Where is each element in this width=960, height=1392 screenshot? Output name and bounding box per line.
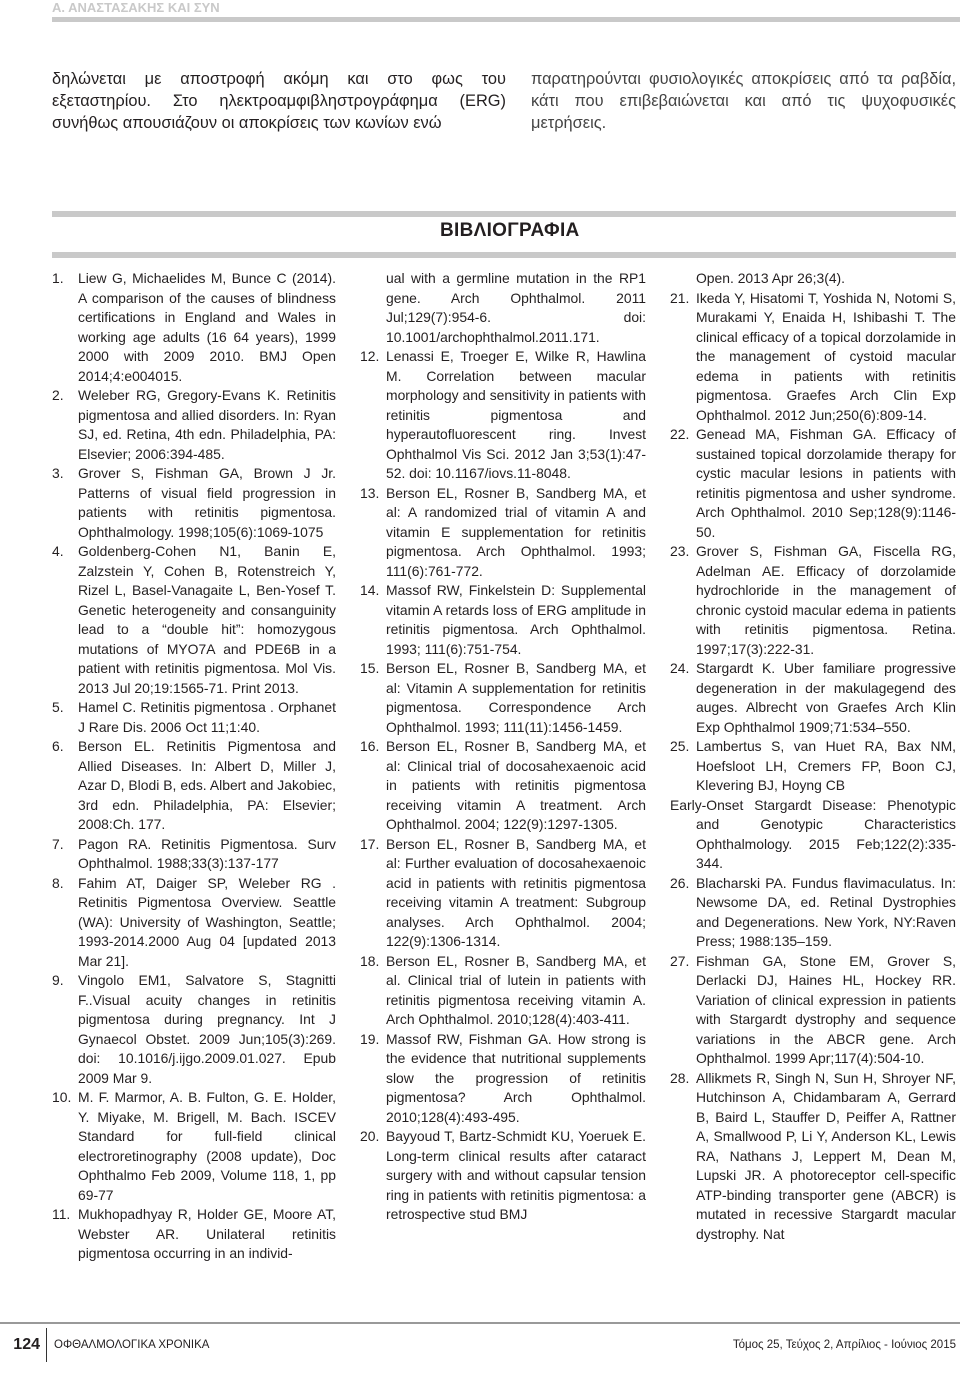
reference-item: Early-Onset Stargardt Disease: Phenotypic and Genotypic Characteristics Ophthalmology. 2015 Feb;122(2):335-344. xyxy=(670,796,956,871)
reference-number: 4. xyxy=(52,543,64,559)
reference-text: Ikeda Y, Hisatomi T, Yoshida N, Notomi S, Murakami Y, Enaida H, Ishibashi T. The clinical efficacy of a topical dorzolamide in the management of cystoid macular edema in patients with retinitis pigmentosa. Graefes Arch Clin Exp Ophthalmol. 2012 Jun;250(6):809-14. xyxy=(696,289,956,423)
reference-number: 14. xyxy=(360,582,380,598)
reference-number: 13. xyxy=(360,484,380,501)
reference-number: 6. xyxy=(52,738,64,754)
reference-number: 21. xyxy=(670,289,690,306)
reference-number: 28. xyxy=(670,1069,690,1086)
reference-item xyxy=(670,659,956,737)
reference-number: 12. xyxy=(360,348,380,364)
reference-number: 7. xyxy=(52,835,64,852)
reference-text: Open. 2013 Apr 26;3(4). xyxy=(696,270,846,286)
reference-text: Massof RW, Fishman GA. How strong is the evidence that nutritional supplements slow the progression of retinitis pigmentosa? Arch Ophthalmol. 2010;128(4):493-495. xyxy=(386,1030,646,1125)
reference-item xyxy=(360,484,646,582)
reference-item xyxy=(670,425,956,542)
reference-text: Berson EL, Rosner B, Sandberg MA, et al: Clinical trial of docosahexaenoic acid in patients with retinitis pigmentosa receiving vitamin A treatment. Arch Ophthalmol. 2004; 122(9):1297-1305. xyxy=(386,738,646,832)
reference-item xyxy=(670,952,956,1069)
reference-number: 2. xyxy=(52,387,64,403)
reference-text: Berson EL, Rosner B, Sandberg MA, et al: Further evaluation of docosahexaenoic acid in patients with retinitis pigmentosa receiving vitamin A treatment: Subgroup analyses. Arch Ophthalmol. 2004; 122(9):1306-1314. xyxy=(386,835,646,949)
reference-number: 8. xyxy=(52,874,64,891)
intro-right-column: παρατηρούνται φυσιολογικές αποκρίσεις από τα ραβδία, κάτι που επιβεβαιώνεται και από τις ψυχοφυσικές μετρήσεις. xyxy=(531,70,956,132)
reference-number: 11. xyxy=(52,1206,71,1222)
references-column-2 xyxy=(360,269,646,1225)
reference-number: 20. xyxy=(360,1128,380,1144)
reference-item xyxy=(670,874,956,952)
reference-item xyxy=(360,659,646,737)
reference-number: 10. xyxy=(52,1089,72,1105)
reference-number: 27. xyxy=(670,952,690,969)
reference-item xyxy=(670,289,956,426)
reference-number: 22. xyxy=(670,426,690,442)
intro-left-column: δηλώνεται με αποστροφή ακόμη και στο φως του εξεταστηρίου. Στο ηλεκτροαμφιβληστρογράφημα (ERG) συνήθως απουσιάζουν οι αποκρίσεις των κωνίων ενώ xyxy=(52,70,506,132)
reference-text: M. F. Marmor, A. B. Fulton, G. E. Holder, Y. Miyake, M. Brigell, M. Bach. ISCEV Standard for full-field clinical electroretinography (2008 update), Doc Ophthalmo Feb 2009, Volume 118, 1, pp 69-77 xyxy=(78,1089,336,1203)
journal-name: ΟΦΘΑΛΜΟΛΟΓΙΚΑ ΧΡΟΝΙΚΑ xyxy=(54,1339,210,1351)
reference-item xyxy=(360,835,646,952)
reference-number: 26. xyxy=(670,874,690,891)
footer-rule xyxy=(0,1322,960,1324)
reference-item xyxy=(52,874,336,972)
page-number: 124 xyxy=(13,1336,40,1353)
reference-text: Massof RW, Finkelstein D: Supplemental vitamin A retards loss of ERG amplitude in retinitis pigmentosa. Arch Ophthalmol. 1993; 111(6):751-754. xyxy=(386,582,646,657)
reference-text: Stargardt K. Uber familiare progressive degeneration in der makulagegend des auges. Albrecht von Graefes Arch Klin Exp Ophthalmol 1909;71:534–550. xyxy=(696,660,956,735)
header-rule xyxy=(52,17,960,22)
reference-item xyxy=(670,542,956,659)
reference-text: Berson EL, Rosner B, Sandberg MA, et al: A randomized trial of vitamin A and vitamin E supplementation for retinitis pigmentosa. Arch Ophthalmol. 1993; 111(6):761-772. xyxy=(386,484,646,579)
reference-text: Grover S, Fishman GA, Brown J Jr. Patterns of visual field progression in patients with retinitis pigmentosa. Ophthalmology. 1998;105(6):1069-1075 xyxy=(78,465,336,540)
reference-text: Mukhopadhyay R, Holder GE, Moore AT, Webster AR. Unilateral retinitis pigmentosa occurring in an individ- xyxy=(78,1206,336,1261)
reference-item xyxy=(52,269,336,386)
reference-item xyxy=(360,1127,646,1225)
reference-text: Grover S, Fishman GA, Fiscella RG, Adelman AE. Efficacy of dorzolamide hydrochloride in the management of chronic cystoid macular edema in patients with retinitis pigmentosa. Retina. 1997;17(3):222-31. xyxy=(696,543,956,657)
reference-text: Bayyoud T, Bartz-Schmidt KU, Yoeruek E. Long-term clinical results after cataract surgery with and without capsular tension ring in patients with retinitis pigmentosa: a retrospective stud BMJ xyxy=(386,1128,646,1222)
reference-text: Berson EL, Rosner B, Sandberg MA, et al. Clinical trial of lutein in patients with retinitis pigmentosa receiving vitamin A. Arch Ophthalmol. 2010;128(4):403-411. xyxy=(386,952,646,1027)
reference-text: Fahim AT, Daiger SP, Weleber RG . Retinitis Pigmentosa Overview. Seattle (WA): University of Washington, Seattle; 1993-2014.2000 Aug 04 [updated 2013 Mar 21]. xyxy=(78,874,336,969)
references-column-1 xyxy=(52,269,336,1264)
reference-text: Hamel C. Retinitis pigmentosa . Orphanet J Rare Dis. 2006 Oct 11;1:40. xyxy=(78,699,336,735)
issue-info: Τόμος 25, Τεύχος 2, Απρίλιος - Ιούνιος 2015 xyxy=(732,1339,956,1351)
reference-number: 9. xyxy=(52,972,64,988)
reference-text: ual with a germline mutation in the RP1 gene. Arch Ophthalmol. 2011 Jul;129(7):954-6. doi: 10.1001/archophthalmol.2011.171. xyxy=(386,270,646,345)
reference-item xyxy=(52,464,336,542)
reference-item xyxy=(52,386,336,464)
reference-number: 23. xyxy=(670,543,690,559)
running-header: Α. ΑΝΑΣΤΑΣΑΚΗΣ ΚΑΙ ΣΥΝ xyxy=(52,0,220,15)
reference-text: Pagon RA. Retinitis Pigmentosa. Surv Ophthalmol. 1988;33(3):137-177 xyxy=(78,835,336,871)
reference-text: Fishman GA, Stone EM, Grover S, Derlacki DJ, Haines HL, Hockey RR. Variation of clinical expression in patients with Stargardt dystrophy and sequence variations in the ABCR gene. Arch Ophthalmol. 1999 Apr;117(4):504-10. xyxy=(696,952,956,1066)
reference-item xyxy=(360,1030,646,1128)
reference-number: 25. xyxy=(670,738,690,754)
reference-item xyxy=(360,952,646,1030)
reference-number: 15. xyxy=(360,660,380,676)
reference-text: Liew G, Michaelides M, Bunce C (2014). A comparison of the causes of blindness certifications in England and Wales in working age adults (16 64 years), 1999 2000 with 2009 2010. BMJ Open 2014;4:e004015. xyxy=(78,270,336,384)
reference-text: Blacharski PA. Fundus flavimaculatus. In: Newsome DA, ed. Retinal Dystrophies and Degenerations. New York, NY:Raven Press; 1988:135–159. xyxy=(696,874,956,949)
reference-number: 24. xyxy=(670,660,690,676)
reference-item xyxy=(670,737,956,796)
reference-item xyxy=(52,542,336,698)
reference-number: 1. xyxy=(52,270,64,286)
section-rule-bottom xyxy=(52,252,956,258)
reference-item xyxy=(52,1205,336,1264)
reference-text: Berson EL. Retinitis Pigmentosa and Allied Diseases. In: Albert D, Miller J, Azar D, Blodi B, eds. Albert and Jakobiec, 3rd edn. Philadelphia, PA: Elsevier; 2008:Ch. 177. xyxy=(78,738,336,832)
reference-item xyxy=(52,698,336,737)
reference-text: Lenassi E, Troeger E, Wilke R, Hawlina M. Correlation between macular morphology and sensitivity in patients with retinitis pigmentosa and hyperautofluorescent ring. Invest Ophthalmol Vis Sci. 2012 Jan 3;53(1):47-52. doi: 10.1167/iovs.11-8048. xyxy=(386,348,646,481)
reference-number: 17. xyxy=(360,835,380,852)
reference-item xyxy=(52,971,336,1088)
reference-number: 16. xyxy=(360,738,380,754)
reference-number: 5. xyxy=(52,699,64,715)
footer-divider xyxy=(46,1328,47,1362)
reference-item xyxy=(670,1069,956,1245)
reference-item xyxy=(52,835,336,874)
reference-item xyxy=(52,737,336,835)
reference-text: Genead MA, Fishman GA. Efficacy of sustained topical dorzolamide therapy for cystic macular lesions in patients with retinitis pigmentosa and usher syndrome. Arch Ophthalmol. 2010 Sep;128(9):1146-50. xyxy=(696,426,956,540)
reference-number: 18. xyxy=(360,952,380,969)
reference-text: Allikmets R, Singh N, Sun H, Shroyer NF, Hutchinson A, Chidambaram A, Gerrard B, Baird L, Stauffer D, Peiffer A, Rattner A, Smallwood P, Li Y, Anderson KL, Lewis RA, Nathans J, Leppert M, Dean M, Lupski JR. A photoreceptor cell-specific ATP-binding transporter gene (ABCR) is mutated in recessive Stargardt macular dystrophy. Nat xyxy=(696,1069,956,1242)
reference-item xyxy=(670,269,956,289)
reference-item xyxy=(52,1088,336,1205)
reference-text: Goldenberg-Cohen N1, Banin E, Zalzstein Y, Cohen B, Rotenstreich Y, Rizel L, Basel-Vanagaite L, Ben-Yosef T. Genetic heterogeneity and consanguinity lead to a “double hit”: homozygous mutations of MYO7A and PDE6B in a patient with retinitis pigmentosa. Mol Vis. 2013 Jul 20;19:1565-71. Print 2013. xyxy=(78,543,336,696)
reference-number: 19. xyxy=(360,1030,380,1047)
reference-number: 3. xyxy=(52,465,64,481)
reference-text: Weleber RG, Gregory-Evans K. Retinitis pigmentosa and allied disorders. In: Ryan SJ, ed. Retina, 4th edn. Philadelphia, PA: Elsevier; 2006:394-485. xyxy=(78,387,336,462)
reference-text: Berson EL, Rosner B, Sandberg MA, et al: Vitamin A supplementation for retinitis pigmentosa. Correspondence Arch Ophthalmol. 1993; 111(11):1456-1459. xyxy=(386,660,646,735)
reference-item xyxy=(360,581,646,659)
section-title: ΒΙΒΛΙΟΓΡΑΦΙΑ xyxy=(440,220,580,241)
reference-text: Lambertus S, van Huet RA, Bax NM, Hoefsloot LH, Cremers FP, Boon CJ, Klevering BJ, Hoyng CB xyxy=(696,738,956,793)
reference-item xyxy=(360,347,646,484)
reference-item xyxy=(360,737,646,835)
references-column-3 xyxy=(670,269,956,1244)
reference-text: Vingolo EM1, Salvatore S, Stagnitti F..Visual acuity changes in retinitis pigmentosa during pregnancy. Int J Gynaecol Obstet. 2009 Jun;105(3):269. doi: 10.1016/j.ijgo.2009.01.027. Epub 2009 Mar 9. xyxy=(78,972,336,1086)
reference-item xyxy=(360,269,646,347)
